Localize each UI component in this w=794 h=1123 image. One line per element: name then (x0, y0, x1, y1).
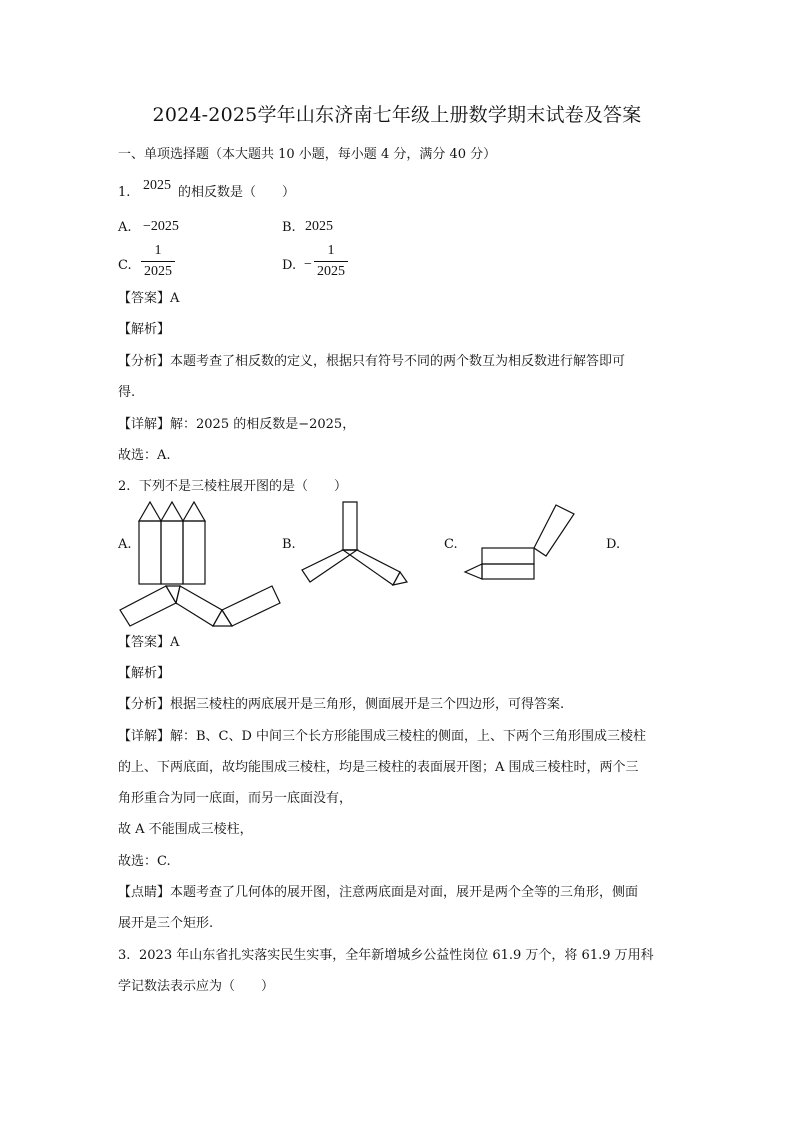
q1-option-d-numerator: 1 (327, 243, 335, 258)
q1-value: 2025 (143, 178, 171, 193)
q1-option-c-denominator: 2025 (144, 264, 172, 279)
q1-answer: 【答案】A (118, 291, 180, 306)
q2-xiangjie-line1: 【详解】解：B、C、D 中间三个长方形能围成三棱柱的侧面，上、下两个三角形围成三棱柱 (118, 729, 647, 744)
q2-choice: 故选：C. (118, 854, 171, 869)
q1-option-a-label: A. (118, 220, 132, 235)
page-title: 2024-2025学年山东济南七年级上册数学期末试卷及答案 (152, 104, 642, 126)
q2-xiangjie-line2: 的上、下两底面，故均能围成三棱柱，均是三棱柱的表面展开图；A 围成三棱柱时，两个三 (118, 760, 639, 775)
q1-option-d-denominator: 2025 (317, 264, 345, 279)
q1-number: 1. (118, 185, 131, 200)
q1-fenxi-line1: 【分析】本题考查了相反数的定义，根据只有符号不同的两个数互为相反数进行解答即可 (118, 354, 626, 369)
q2-option-c-label: C. (444, 537, 458, 552)
q1-question-text: 的相反数是（ ） (178, 185, 296, 200)
q2-option-a-label: A. (118, 537, 132, 552)
q1-option-c-label: C. (118, 258, 132, 273)
q1-option-c-fraction (141, 244, 175, 279)
q1-option-c-numerator: 1 (154, 243, 162, 258)
q2-option-b-label: B. (282, 537, 296, 552)
q2-option-a-figure (136, 500, 210, 586)
q1-option-b-value: 2025 (305, 219, 333, 234)
q2-fenxi: 【分析】根据三棱柱的两底展开是三角形，侧面展开是三个四边形，可得答案. (118, 697, 565, 712)
section-heading: 一、单项选择题（本大题共 10 小题，每小题 4 分，满分 40 分） (118, 147, 497, 162)
q2-question-text: 下列不是三棱柱展开图的是（ ） (139, 479, 348, 494)
q2-dianjing-line1: 【点睛】本题考查了几何体的展开图，注意两底面是对面，展开是两个全等的三角形，侧面 (118, 885, 639, 900)
q1-choice: 故选：A. (118, 448, 171, 463)
q1-xiangjie: 【详解】解：2025 的相反数是−2025， (118, 417, 356, 432)
q1-fenxi-line2: 得. (118, 385, 136, 400)
q2-answer: 【答案】A (118, 635, 180, 650)
q1-option-b-label: B. (282, 220, 296, 235)
q1-option-a-value: −2025 (143, 219, 179, 234)
q1-option-d-label: D. (282, 258, 297, 273)
q3-question-line1: 2023 年山东省扎实落实民生实事，全年新增城乡公益性岗位 61.9 万个，将 61.9 万用科 (139, 948, 654, 963)
q2-option-c-figure (460, 500, 580, 586)
q2-dianjing-line2: 展开是三个矩形. (118, 916, 214, 931)
q2-option-b-figure (300, 500, 410, 586)
q2-analysis-heading: 【解析】 (118, 666, 171, 681)
q2-number: 2. (118, 479, 131, 494)
q3-question-line2: 学记数法表示应为（ ） (118, 979, 275, 994)
q2-conclusion: 故 A 不能围成三棱柱， (118, 822, 253, 837)
q2-option-d-label: D. (606, 537, 621, 552)
q2-xiangjie-line3: 角形重合为同一底面，而另一底面没有， (118, 791, 353, 806)
q3-number: 3. (118, 948, 131, 963)
q1-option-d-sign: − (304, 257, 312, 272)
q2-option-d-figure (118, 582, 286, 628)
q1-option-d-fraction (314, 244, 348, 279)
q1-analysis-heading: 【解析】 (118, 322, 171, 337)
